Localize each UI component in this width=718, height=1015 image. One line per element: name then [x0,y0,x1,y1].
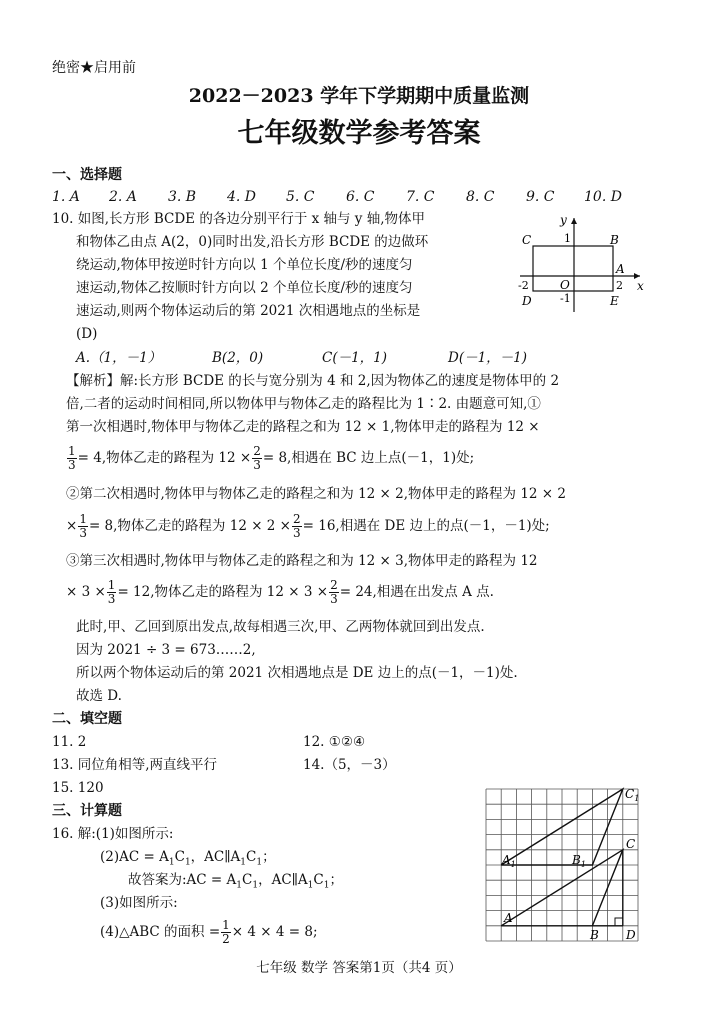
section-heading-calc: 三、计算题 [52,803,122,819]
answer-12: 12. ①②④ [303,734,366,750]
answer-13: 13. 同位角相等,两直线平行 [52,757,218,773]
tick-label: 2 [616,279,623,292]
analysis-line-6: × $\frac{1}{3}$ = 8,物体乙走的路程为 12 × 2 × $\frac{2}{3}$ = 16,相遇在 DE 边上的点(－1，－1)处; [66,512,550,540]
analysis-line: ③第三次相遇时,物体甲与物体乙走的路程之和为 12 × 3,物体甲走的路程为 12 [66,553,538,569]
analysis-line: 故选 D. [76,688,122,704]
analysis-line-8: × 3 × $\frac{1}{3}$ = 12,物体乙走的路程为 12 × 3 × $\frac{2}{3}$ = 24,相遇在出发点 A 点. [66,578,494,606]
tick-label: -1 [560,292,571,305]
page-title: 2022－2023 学年下学期期中质量监测 [188,85,530,107]
analysis-line: 此时,甲、乙回到原出发点,故每相遇三次,甲、乙两物体就回到出发点. [76,619,485,635]
fraction: $\frac{1}{3}$ [68,444,76,472]
q10-line: 速运动,则两个物体运动后的第 2021 次相遇地点的坐标是 [76,303,421,319]
label-c: C [626,837,636,851]
analysis-line: 倍,二者的运动时间相同,所以物体甲与物体乙走的路程比为 1∶2. 由题意可知,① [66,396,541,412]
point-label-c: C [522,233,532,247]
label-c1: $C_1$ [625,787,640,803]
page-footer: 七年级 数学 答案第1页（共4 页） [256,960,462,976]
analysis-line: 【解析】解:长方形 BCDE 的长与宽分别为 4 和 2,因为物体乙的速度是物体甲的 2 [66,373,560,389]
option-c: C(－1，1) [322,350,388,366]
answer-item: 10. D [584,189,622,205]
fraction: $\frac{2}{3}$ [293,512,301,540]
answer-item: 9. C [526,189,555,205]
fraction: $\frac{1}{3}$ [107,578,116,606]
axis-label-x: x [637,279,644,293]
label-a: A [504,911,513,925]
page-subtitle: 七年级数学参考答案 [237,118,481,149]
label-b1: $B_1$ [572,853,586,869]
answer-item: 1. A [52,189,80,205]
analysis-line: 所以两个物体运动后的第 2021 次相遇地点是 DE 边上的点(－1，－1)处. [76,665,518,681]
label-b: B [590,928,599,942]
answer-item: 7. C [406,189,435,205]
point-label-o: O [560,278,570,292]
option-d: D(－1，－1) [448,350,528,366]
secret-label: 绝密★启用前 [52,60,136,76]
q10-line: 10. 如图,长方形 BCDE 的各边分别平行于 x 轴与 y 轴,物体甲 [52,211,426,227]
option-a: A.（1，－1） [76,350,162,366]
point-label-b: B [610,233,619,247]
fraction: $\frac{2}{3}$ [253,444,261,472]
q10-line: 绕运动,物体甲按逆时针方向以 1 个单位长度/秒的速度匀 [76,257,413,273]
answer-item: 5. C [286,189,315,205]
q10-line: 和物体乙由点 A(2，0)同时出发,沿长方形 BCDE 的边做环 [76,234,429,250]
analysis-line-4: $\frac{1}{3}$ = 4,物体乙走的路程为 12 × $\frac{2}{3}$ = 8,相遇在 BC 边上点(－1，1)处; [68,444,475,472]
point-label-d: D [522,294,532,308]
fraction: $\frac{1}{2}$ [222,918,230,946]
analysis-line: ②第二次相遇时,物体甲与物体乙走的路程之和为 12 × 2,物体甲走的路程为 12 × 2 [66,486,566,502]
q16-line: 16. 解:(1)如图所示: [52,826,174,842]
option-b: B(2，0) [212,350,264,366]
analysis-line: 因为 2021 ÷ 3 = 673……2, [76,642,256,658]
answer-item: 6. C [346,189,375,205]
answer-15: 15. 120 [52,780,104,796]
q16-part4: (4)△ABC 的面积 = $\frac{1}{2}$ × 4 × 4 = 8; [100,918,318,946]
analysis-line: 第一次相遇时,物体甲与物体乙走的路程之和为 12 × 1,物体甲走的路程为 12 × [66,419,540,435]
answer-item: 3. B [168,189,197,205]
q16-part3: (3)如图所示: [100,895,178,911]
fraction: $\frac{2}{3}$ [330,578,338,606]
answer-11: 11. 2 [52,734,87,750]
answer-item: 8. C [466,189,495,205]
answer-14: 14.（5，－3） [303,757,396,773]
tick-label: -2 [518,279,529,292]
answer-item: 2. A [109,189,137,205]
grid-triangle-figure [482,785,642,947]
rectangle-axes-figure [512,210,647,318]
q10-line: 速运动,物体乙按顺时针方向以 2 个单位长度/秒的速度匀 [76,280,413,296]
label-a1: $A_1$ [502,853,516,869]
axis-label-y: y [560,213,567,227]
tick-label: 1 [564,232,571,245]
fraction: $\frac{1}{3}$ [79,512,87,540]
q16-part2: $(2)AC = A_1C_1$，$AC\parallel A_1C_1$； [100,849,276,868]
section-heading-fill: 二、填空题 [52,711,122,727]
q10-line: (D) [76,326,98,342]
label-d: D [626,928,636,942]
point-label-e: E [610,294,619,308]
answer-item: 4. D [227,189,257,205]
q16-answer: 故答案为:AC = $A_1C_1$，$AC\parallel A_1C_1$； [128,872,343,891]
section-heading-choice: 一、选择题 [52,167,122,183]
point-label-a: A [616,262,625,276]
